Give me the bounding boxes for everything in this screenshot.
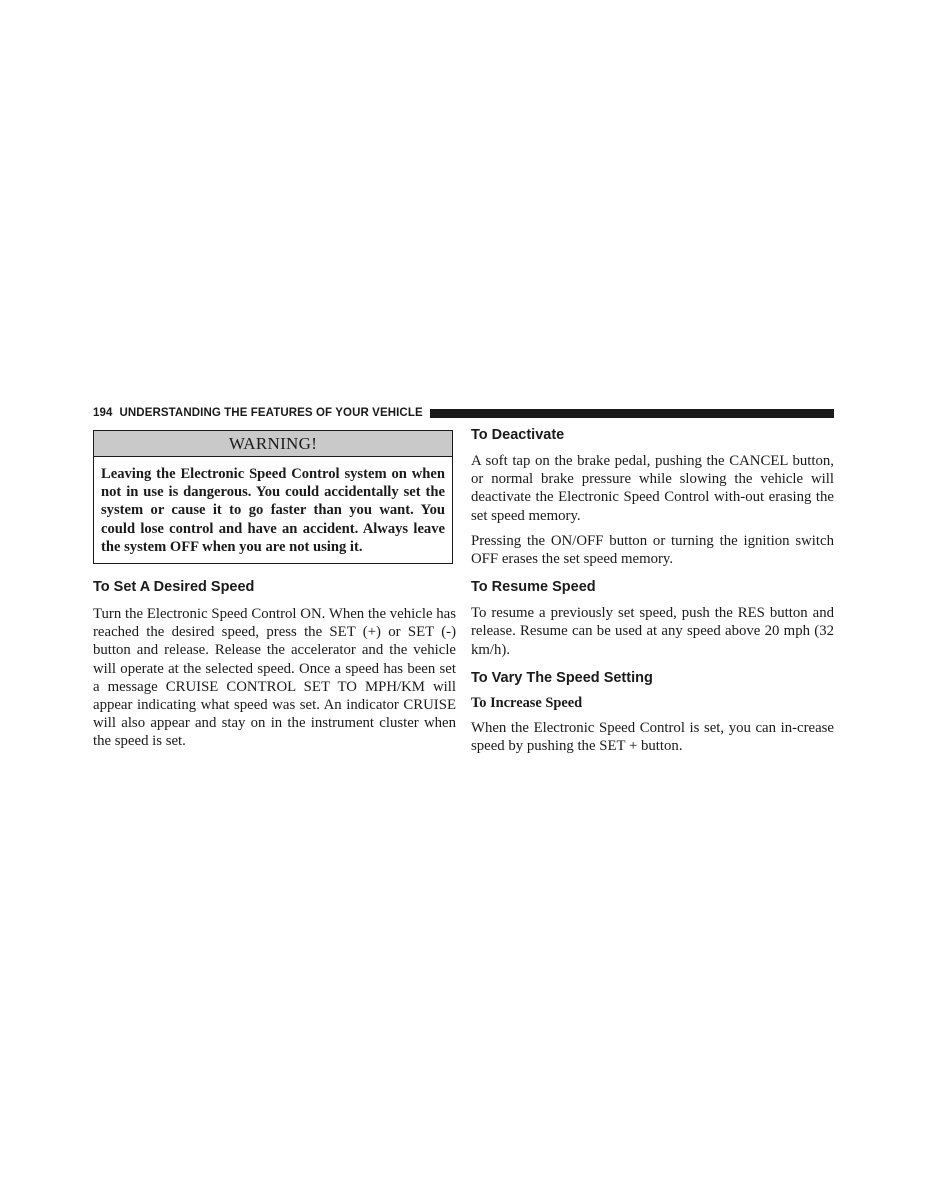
right-column xyxy=(471,426,834,755)
deactivate-heading: To Deactivate xyxy=(471,427,565,443)
section-title: UNDERSTANDING THE FEATURES OF YOUR VEHICLE xyxy=(119,407,423,419)
page-header xyxy=(93,404,834,422)
warning-title: WARNING! xyxy=(94,431,452,457)
warning-box xyxy=(93,430,453,564)
warning-body: Leaving the Electronic Speed Control system on when not in use is dangerous. You could accidentally set the system or cause it to go faster than you want. You could lose control and have an accident. Always leave the system OFF when you are not using it. xyxy=(101,466,445,555)
vary-speed-heading: To Vary The Speed Setting xyxy=(471,669,653,686)
increase-speed-paragraph: When the Electronic Speed Control is set, you can in-crease speed by pushing the SET + button. xyxy=(471,719,834,755)
page-number: 194 xyxy=(93,407,113,419)
left-column xyxy=(93,430,456,751)
set-speed-paragraph: Turn the Electronic Speed Control ON. When the vehicle has reached the desired speed, press the SET (+) or SET (-) button and release. Release the accelerator and the vehicle will operate at the selected speed. Once a speed has been set a message CRUISE CONTROL SET TO MPH/KM will appear indicating what speed was set. An indicator CRUISE will also appear and stay on in the instrument cluster when the speed is set. xyxy=(93,606,456,750)
resume-heading: To Resume Speed xyxy=(471,579,596,596)
deactivate-paragraph-1: A soft tap on the brake pedal, pushing the CANCEL button, or normal brake pressure while slowing the vehicle will deactivate the Electronic Speed Control with-out erasing the set speed memory. xyxy=(471,453,834,524)
resume-paragraph: To resume a previously set speed, push the RES button and release. Resume can be used at any speed above 20 mph (32 km/h). xyxy=(471,605,834,658)
increase-speed-subheading: To Increase Speed xyxy=(471,694,583,711)
header-rule xyxy=(430,409,834,418)
deactivate-paragraph-2: Pressing the ON/OFF button or turning the ignition switch OFF erases the set speed memory. xyxy=(471,532,834,568)
set-speed-heading: To Set A Desired Speed xyxy=(93,579,255,596)
